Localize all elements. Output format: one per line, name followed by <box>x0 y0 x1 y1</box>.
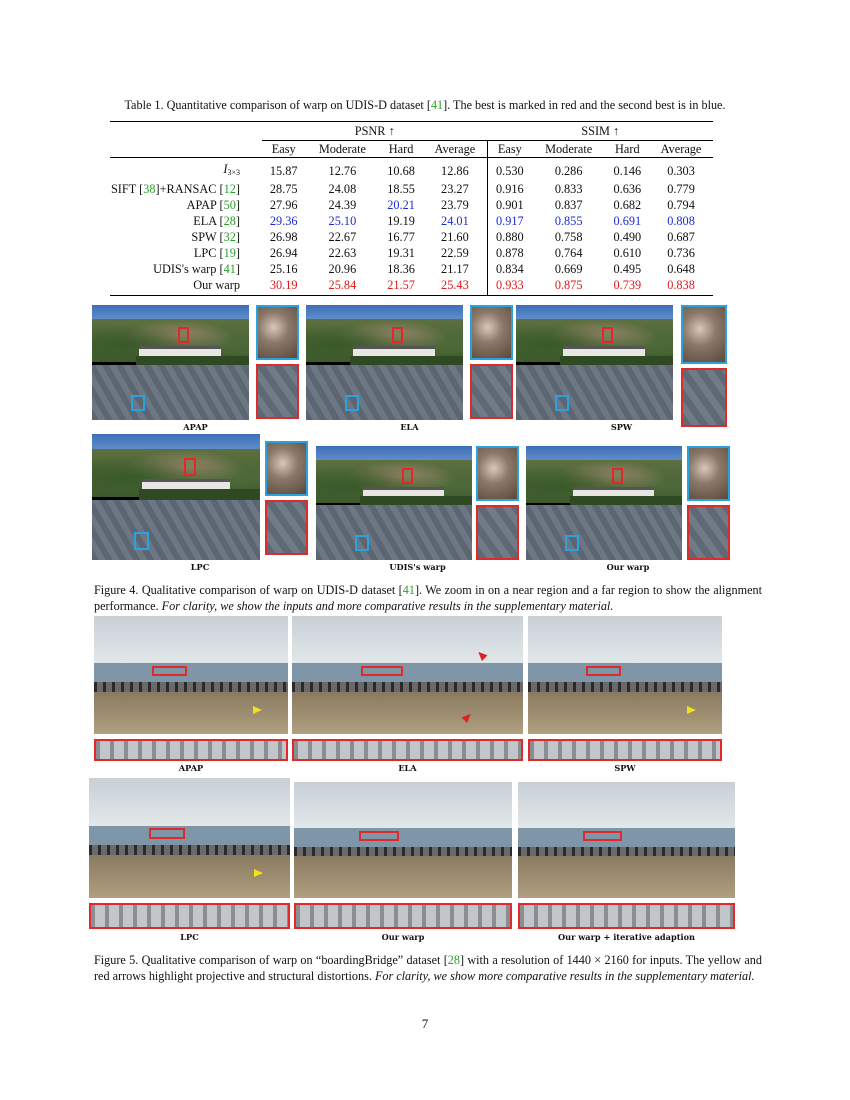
highlight-box <box>359 831 398 841</box>
method-name: SIFT [38]+RANSAC [12] <box>110 181 240 196</box>
table-row <box>110 157 713 181</box>
table-cell: 30.19 <box>262 277 305 296</box>
column-header: Hard <box>379 140 422 157</box>
table-cell: 0.687 <box>667 229 695 244</box>
zoom-near-region <box>265 500 308 555</box>
column-header: Easy <box>487 140 531 157</box>
table-cell: 21.57 <box>379 277 422 296</box>
zoom-strip <box>89 903 290 929</box>
table-cell: 0.901 <box>487 197 531 213</box>
panel-label: SPW <box>614 763 636 773</box>
column-header: Easy <box>262 140 305 157</box>
zoom-far-region <box>476 446 519 501</box>
table-cell: 22.63 <box>328 245 357 260</box>
zoom-strip <box>292 739 523 761</box>
method-name: LPC [19] <box>193 245 240 260</box>
table-cell: 16.77 <box>387 229 415 244</box>
table-cell: 23.79 <box>441 197 469 212</box>
stitched-image <box>526 446 682 560</box>
table-cell: 18.55 <box>387 181 415 196</box>
stitched-image <box>92 434 260 560</box>
near-region-box <box>565 535 579 551</box>
panel-label: LPC <box>190 562 210 572</box>
method-name: $I_{3\times 3}$ <box>223 161 240 177</box>
near-region-box <box>555 395 569 411</box>
table-cell: 0.764 <box>554 245 583 260</box>
citation-link[interactable]: 12 <box>223 181 236 196</box>
table-cell: 19.19 <box>387 213 415 228</box>
near-region-box <box>355 535 369 551</box>
method-name: UDIS's warp [41] <box>153 261 240 276</box>
table-cell: 0.917 <box>487 213 531 229</box>
table-cell: 21.60 <box>441 229 469 244</box>
table-cell: 0.610 <box>613 245 642 260</box>
citation-link[interactable]: 19 <box>223 245 236 260</box>
stitched-image <box>92 305 249 420</box>
table-cell: 0.794 <box>667 197 695 212</box>
zoom-strip <box>528 739 722 761</box>
figure-5-caption: Figure 5. Qualitative comparison of warp on “boardingBridge” dataset [28] with a resolution of 1440 × 2160 for inputs. The yellow and red arrows highlight projective and structural distortions. For clarity, we show more comparative results in the supplementary material. <box>94 953 762 983</box>
highlight-box <box>149 828 185 839</box>
results-table <box>110 121 713 296</box>
table-cell: 0.669 <box>554 261 583 276</box>
stitched-image <box>528 616 722 734</box>
panel-label: ELA <box>400 422 419 432</box>
zoom-far-region <box>681 305 727 364</box>
panel-label: SPW <box>610 422 633 432</box>
table-cell: 0.933 <box>487 277 531 296</box>
table-cell: 23.27 <box>441 181 469 196</box>
zoom-far-region <box>256 305 299 360</box>
citation-link[interactable]: 41 <box>223 261 236 276</box>
table-cell: 0.875 <box>532 277 606 296</box>
stitched-image <box>516 305 673 420</box>
citation-link[interactable]: 50 <box>223 197 236 212</box>
zoom-near-region <box>256 364 299 419</box>
table-cell: 29.36 <box>269 213 298 228</box>
near-region-box <box>134 532 149 550</box>
far-region-box <box>402 468 413 484</box>
column-header: Average <box>649 140 713 157</box>
table-cell: 25.16 <box>269 261 298 276</box>
table-cell: 12.76 <box>328 163 357 178</box>
table-cell: 12.86 <box>441 163 469 178</box>
table-cell: 19.31 <box>387 245 415 260</box>
zoom-strip <box>294 903 512 929</box>
yellow-arrow-icon <box>254 869 263 877</box>
stitched-image <box>294 782 512 898</box>
table-cell: 0.833 <box>554 181 583 196</box>
method-name: Our warp <box>110 277 262 296</box>
zoom-far-region <box>265 441 308 496</box>
panel-label: ELA <box>398 763 417 773</box>
table-cell: 0.303 <box>667 163 695 178</box>
page-number: 7 <box>421 1016 429 1031</box>
table-row <box>110 229 713 245</box>
panel-label: Our warp + iterative adaption <box>558 932 695 942</box>
stitched-image <box>316 446 472 560</box>
stitched-image <box>94 616 288 734</box>
far-region-box <box>392 327 403 343</box>
table-cell: 27.96 <box>269 197 298 212</box>
table-cell: 24.39 <box>328 197 357 212</box>
psnr-header: PSNR ↑ <box>262 122 487 140</box>
highlight-box <box>361 666 403 677</box>
table-cell: 0.146 <box>613 163 642 178</box>
table-cell: 24.01 <box>441 213 469 228</box>
table-cell: 0.682 <box>613 197 642 212</box>
highlight-box <box>152 666 187 677</box>
far-region-box <box>612 468 623 484</box>
table-cell: 0.648 <box>667 261 695 276</box>
zoom-near-region <box>476 505 519 560</box>
column-header: Moderate <box>305 140 379 157</box>
citation-link[interactable]: 41 <box>430 98 444 112</box>
citation-link[interactable]: 41 <box>402 583 415 597</box>
zoom-near-region <box>681 368 727 427</box>
table-row <box>110 261 713 277</box>
table-cell: 26.98 <box>269 229 298 244</box>
table-row <box>110 197 713 213</box>
table-cell: 0.490 <box>613 229 642 244</box>
panel-label: APAP <box>183 422 208 432</box>
citation-link[interactable]: 28 <box>447 953 460 967</box>
table-row <box>110 277 713 296</box>
table-cell: 0.808 <box>667 213 695 228</box>
yellow-arrow-icon <box>687 706 696 714</box>
zoom-far-region <box>470 305 513 360</box>
far-region-box <box>602 327 613 343</box>
table-cell: 21.17 <box>441 261 469 276</box>
table-cell: 0.286 <box>554 163 583 178</box>
table-cell: 24.08 <box>328 181 357 196</box>
zoom-near-region <box>687 505 730 560</box>
zoom-strip <box>518 903 735 929</box>
table-cell: 22.59 <box>441 245 469 260</box>
method-name: APAP [50] <box>186 197 240 212</box>
far-region-box <box>184 458 196 476</box>
table-row <box>110 181 713 197</box>
table-cell: 15.87 <box>269 163 298 178</box>
table-cell: 0.495 <box>613 261 642 276</box>
table-cell: 0.636 <box>613 181 642 196</box>
table-cell: 18.36 <box>387 261 415 276</box>
zoom-near-region <box>470 364 513 419</box>
table-cell: 0.916 <box>487 181 531 197</box>
stitched-image <box>306 305 463 420</box>
table-cell: 0.878 <box>487 245 531 261</box>
table-cell: 25.10 <box>328 213 357 228</box>
citation-link[interactable]: 32 <box>223 229 236 244</box>
table-cell: 0.779 <box>667 181 695 196</box>
method-name: ELA [28] <box>193 213 240 228</box>
stitched-image <box>89 778 290 898</box>
table-cell: 26.94 <box>269 245 298 260</box>
table-caption: Table 1. Quantitative comparison of warp on UDIS-D dataset [41]. The best is marked in red and the second best is in blue. <box>124 98 726 112</box>
highlight-box <box>583 831 622 841</box>
table-cell: 0.691 <box>613 213 642 228</box>
table-row <box>110 213 713 229</box>
table-row <box>110 245 713 261</box>
panel-label: Our warp <box>381 932 425 942</box>
stitched-image <box>518 782 735 898</box>
column-header: Moderate <box>532 140 606 157</box>
citation-link[interactable]: 38 <box>143 181 156 196</box>
table-cell: 22.67 <box>328 229 357 244</box>
table-cell: 0.880 <box>487 229 531 245</box>
panel-label: UDIS's warp <box>389 562 446 572</box>
zoom-far-region <box>687 446 730 501</box>
far-region-box <box>178 327 189 343</box>
method-name: SPW [32] <box>191 229 240 244</box>
highlight-box <box>586 666 621 677</box>
table-cell: 10.68 <box>387 163 415 178</box>
column-header: Hard <box>606 140 649 157</box>
yellow-arrow-icon <box>253 706 262 714</box>
column-header: Average <box>423 140 488 157</box>
figure-4-caption: Figure 4. Qualitative comparison of warp on UDIS-D dataset [41]. We zoom in on a near region and a far region to show the alignment performance. For clarity, we show the inputs and more comparative results in the supplementary material. <box>94 583 762 613</box>
table-cell: 25.43 <box>423 277 488 296</box>
table-cell: 20.21 <box>387 197 415 212</box>
panel-label: APAP <box>178 763 204 773</box>
panel-label: LPC <box>180 932 199 942</box>
table-cell: 0.758 <box>554 229 583 244</box>
table-cell: 25.84 <box>305 277 379 296</box>
table-cell: 28.75 <box>269 181 298 196</box>
table-cell: 0.837 <box>554 197 583 212</box>
table-cell: 0.855 <box>554 213 583 228</box>
table-cell: 0.838 <box>649 277 713 296</box>
table-cell: 20.96 <box>328 261 357 276</box>
ssim-header: SSIM ↑ <box>487 122 713 140</box>
panel-label: Our warp <box>606 562 650 572</box>
near-region-box <box>131 395 145 411</box>
citation-link[interactable]: 28 <box>223 213 236 228</box>
zoom-strip <box>94 739 288 761</box>
table-cell: 0.834 <box>487 261 531 277</box>
stitched-image <box>292 616 523 734</box>
table-cell: 0.736 <box>667 245 695 260</box>
table-cell: 0.739 <box>606 277 649 296</box>
table-cell: 0.530 <box>487 157 531 181</box>
near-region-box <box>345 395 359 411</box>
